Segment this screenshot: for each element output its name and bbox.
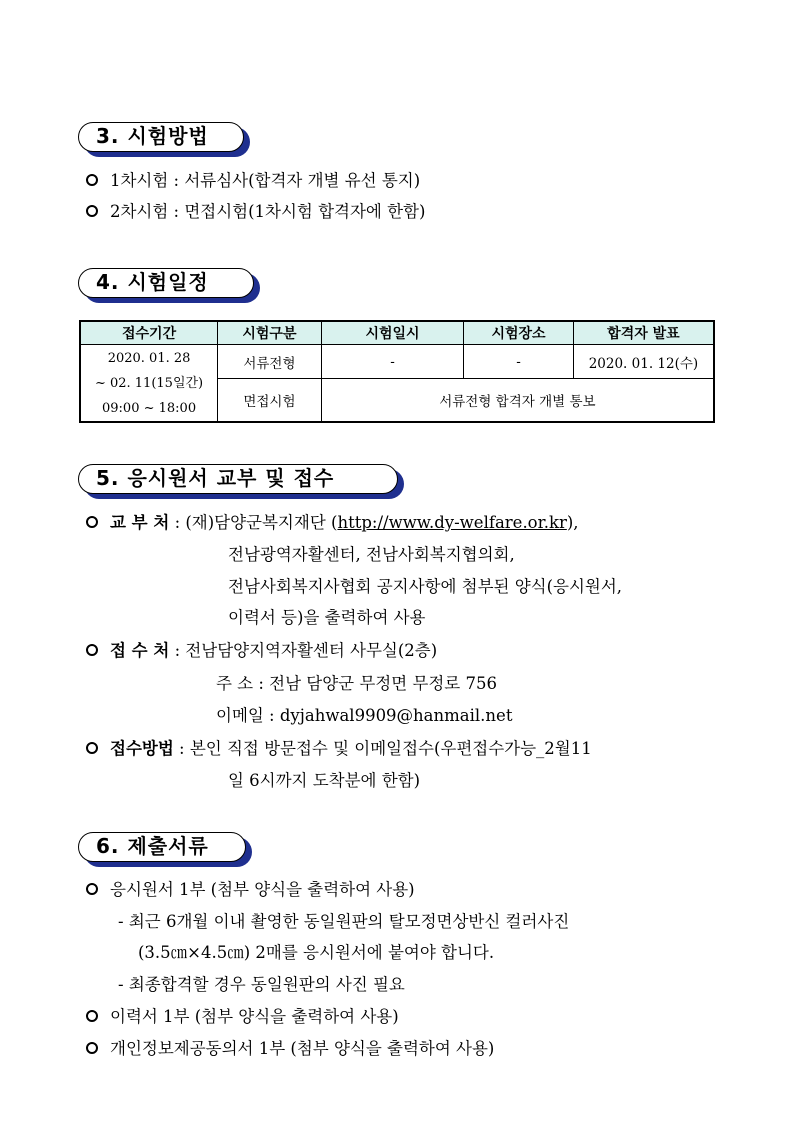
circle-bullet-icon — [86, 205, 98, 217]
method-line: 접수방법 : 본인 직접 방문접수 및 이메일접수(우편접수가능_2월11 — [86, 738, 592, 760]
section-6-title: 6. 제출서류 — [78, 832, 246, 862]
circle-bullet-icon — [86, 174, 98, 186]
doc-item-1-sub-1: - 최근 6개월 이내 촬영한 동일원판의 탈모정면상반신 컬러사진 — [118, 912, 570, 931]
header-place: 시험장소 — [464, 321, 574, 345]
header-announce: 합격자 발표 — [573, 321, 714, 345]
period-cell: 2020. 01. 28 ~ 02. 11(15일간) 09:00 ~ 18:00 — [80, 345, 218, 423]
circle-bullet-icon — [86, 644, 98, 656]
type-cell: 면접시험 — [218, 379, 322, 423]
circle-bullet-icon — [86, 1010, 98, 1022]
issue-place-line: 교 부 처 : (재)담양군복지재단 (http://www.dy-welfare.or.kr), — [86, 512, 579, 534]
schedule-header-row — [80, 321, 714, 345]
type-cell: 서류전형 — [218, 345, 322, 379]
doc-item-1-sub-2: - 최종합격할 경우 동일원판의 사진 필요 — [118, 975, 405, 994]
issue-line-4: 이력서 등)을 출력하여 사용 — [228, 608, 426, 627]
schedule-table — [79, 320, 715, 423]
section-5-title: 5. 응시원서 교부 및 접수 — [78, 464, 398, 494]
circle-bullet-icon — [86, 516, 98, 528]
announce-cell: 2020. 01. 12(수) — [573, 345, 714, 379]
doc-item-1: 응시원서 1부 (첨부 양식을 출력하여 사용) — [86, 879, 415, 901]
doc-item-1-sub-1b: (3.5㎝×4.5㎝) 2매를 응시원서에 붙여야 합니다. — [138, 943, 495, 962]
sec3-item-2: 2차시험 : 면접시험(1차시험 합격자에 한함) — [86, 201, 425, 223]
address-line: 주 소 : 전남 담양군 무정면 무정로 756 — [216, 674, 497, 693]
note-cell: 서류전형 합격자 개별 통보 — [321, 379, 714, 423]
welfare-foundation-link[interactable]: http://www.dy-welfare.or.kr — [337, 513, 567, 532]
doc-item-2: 이력서 1부 (첨부 양식을 출력하여 사용) — [86, 1006, 399, 1028]
method-line-2: 일 6시까지 도착분에 한함) — [228, 771, 421, 790]
doc-item-3: 개인정보제공동의서 1부 (첨부 양식을 출력하여 사용) — [86, 1038, 494, 1060]
section-3-title: 3. 시험방법 — [78, 122, 244, 152]
date-cell: - — [321, 345, 463, 379]
receive-place-line: 접 수 처 : 전남담양지역자활센터 사무실(2층) — [86, 640, 437, 662]
header-type: 시험구분 — [218, 321, 322, 345]
circle-bullet-icon — [86, 742, 98, 754]
email-line: 이메일 : dyjahwal9909@hanmail.net — [216, 706, 513, 725]
header-period: 접수기간 — [80, 321, 218, 345]
circle-bullet-icon — [86, 1042, 98, 1054]
header-date: 시험일시 — [321, 321, 463, 345]
issue-line-2: 전남광역자활센터, 전남사회복지협의회, — [228, 545, 515, 564]
circle-bullet-icon — [86, 883, 98, 895]
sec3-item-1: 1차시험 : 서류심사(합격자 개별 유선 통지) — [86, 170, 420, 192]
table-row — [80, 345, 714, 379]
issue-line-3: 전남사회복지사협회 공지사항에 첨부된 양식(응시원서, — [228, 577, 623, 596]
place-cell: - — [464, 345, 574, 379]
section-4-title: 4. 시험일정 — [78, 268, 254, 298]
